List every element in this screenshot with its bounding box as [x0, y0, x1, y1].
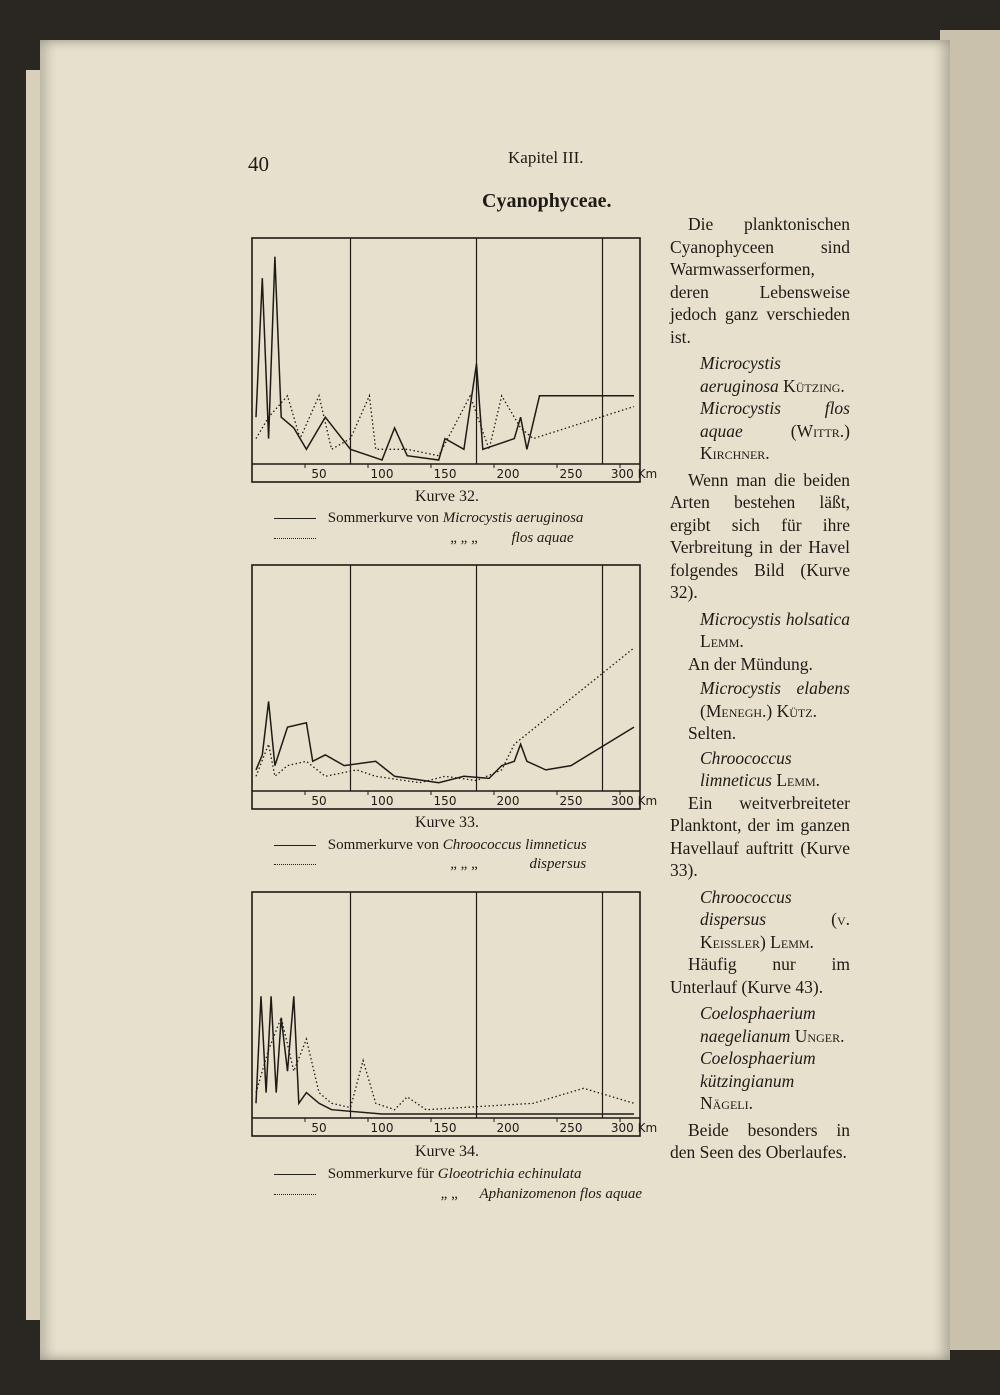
chart-frame	[252, 892, 640, 1136]
legend-species: Microcystis aeruginosa	[442, 510, 584, 526]
series-line-dotted	[256, 1018, 634, 1110]
page-number: 40	[248, 152, 269, 176]
legend-species: dispersus	[529, 856, 587, 872]
series-line-solid	[256, 257, 634, 460]
chart-title: Kurve 34.	[415, 1143, 479, 1160]
species-entry	[670, 886, 850, 954]
legend-line-dotted	[274, 538, 316, 539]
species-name: Microcystis holsatica	[700, 608, 850, 629]
chart-kurve-33	[248, 563, 658, 811]
section-title: Cyanophyceae.	[482, 190, 612, 212]
paragraph: Häufig nur im Unterlauf (Kurve 43).	[670, 954, 850, 997]
legend-prefix: Sommerkurve von	[327, 510, 439, 526]
legend-line-solid	[274, 845, 316, 846]
species-name: Coelosphaerium kützingianum	[700, 1048, 816, 1091]
paragraph: Die planktonischen Cyanophyceen sind Warmwasserformen, deren Lebensweise jedoch ganz verschieden ist.	[670, 214, 850, 347]
paragraph: An der Mündung.	[688, 653, 813, 674]
legend-entry	[274, 1186, 642, 1203]
x-tick-label: 300 Km	[610, 1121, 658, 1135]
paragraph: Ein weitverbreiteter Planktont, der im ganzen Havellauf auftritt (Kurve 33).	[670, 792, 850, 880]
chart-kurve-32	[248, 236, 658, 484]
legend-entry	[274, 1166, 581, 1183]
x-tick-label: 150	[433, 467, 457, 481]
species-author: (Wittr.) Kirchner.	[700, 420, 850, 463]
chart-title: Kurve 33.	[415, 814, 479, 831]
species-entry	[670, 1047, 850, 1115]
species-name: Microcystis elabens	[700, 678, 850, 698]
x-tick-label: 50	[311, 1121, 327, 1135]
species-entry	[670, 677, 850, 722]
series-line-solid	[256, 996, 634, 1114]
body-text-column	[670, 213, 850, 1164]
legend-prefix: „ „	[440, 1186, 458, 1202]
species-author: (Menegh.) Kütz.	[700, 700, 817, 721]
paragraph: Selten.	[688, 723, 737, 743]
paragraph: Beide besonders in den Seen des Oberlaufes.	[670, 1119, 850, 1162]
x-tick-label: 300 Km	[610, 794, 658, 808]
x-tick-label: 50	[311, 467, 327, 481]
species-name: Coelosphaerium naegelianum	[700, 1003, 816, 1046]
x-tick-label: 100	[370, 467, 394, 481]
species-entry	[670, 747, 850, 792]
legend-entry	[274, 837, 587, 854]
x-tick-label: 100	[370, 1121, 394, 1135]
species-entry	[670, 1002, 850, 1047]
species-name: Chroococcus limneticus	[700, 747, 792, 790]
species-name: Microcystis aeruginosa	[700, 353, 781, 396]
legend-line-dotted	[274, 864, 316, 865]
x-tick-label: 200	[496, 467, 520, 481]
legend-entry	[274, 510, 583, 527]
x-tick-label: 250	[559, 794, 583, 808]
x-tick-label: 100	[370, 794, 394, 808]
species-author: (v. Keissler) Lemm.	[700, 909, 850, 952]
legend-entry	[274, 856, 586, 873]
legend-species: Chroococcus limneticus	[442, 837, 587, 853]
x-tick-label: 250	[559, 1121, 583, 1135]
legend-line-solid	[274, 518, 316, 519]
species-author: Lemm.	[700, 631, 744, 651]
species-author: Kützing.	[783, 375, 845, 396]
x-tick-label: 50	[311, 794, 327, 808]
series-line-solid	[256, 701, 634, 782]
x-tick-label: 250	[559, 467, 583, 481]
legend-prefix: Sommerkurve von	[327, 837, 439, 853]
chart-kurve-34	[248, 890, 658, 1138]
legend-entry	[274, 530, 574, 547]
legend-prefix: Sommerkurve für	[327, 1166, 434, 1182]
species-name: Microcystis flos aquae	[700, 398, 850, 441]
running-head: Kapitel III.	[508, 148, 584, 167]
x-tick-label: 200	[496, 1121, 520, 1135]
species-author: Unger.	[794, 1025, 845, 1046]
legend-prefix: „ „ „	[450, 856, 478, 872]
chart-title: Kurve 32.	[415, 488, 479, 505]
species-author: Lemm.	[776, 770, 821, 790]
legend-line-solid	[274, 1174, 316, 1175]
x-tick-label: 150	[433, 1121, 457, 1135]
series-line-dotted	[256, 396, 634, 456]
legend-prefix: „ „ „	[450, 530, 478, 546]
x-tick-label: 300 Km	[610, 467, 658, 481]
species-entry	[670, 608, 850, 653]
species-entry	[670, 352, 850, 397]
legend-line-dotted	[274, 1194, 316, 1195]
species-entry	[670, 397, 850, 465]
legend-species: Gloeotrichia echinulata	[437, 1166, 582, 1182]
paragraph: Wenn man die beiden Arten bestehen läßt, ergibt sich für ihre Verbreitung in der Havel folgendes Bild (Kurve 32).	[670, 469, 850, 602]
species-name: Chroococcus dispersus	[700, 886, 792, 929]
species-author: Nägeli.	[700, 1093, 754, 1113]
legend-species: flos aquae	[511, 530, 574, 546]
chart-frame	[252, 238, 640, 482]
legend-species: Aphanizomenon flos aquae	[479, 1186, 642, 1202]
chart-frame	[252, 565, 640, 809]
x-tick-label: 150	[433, 794, 457, 808]
x-tick-label: 200	[496, 794, 520, 808]
